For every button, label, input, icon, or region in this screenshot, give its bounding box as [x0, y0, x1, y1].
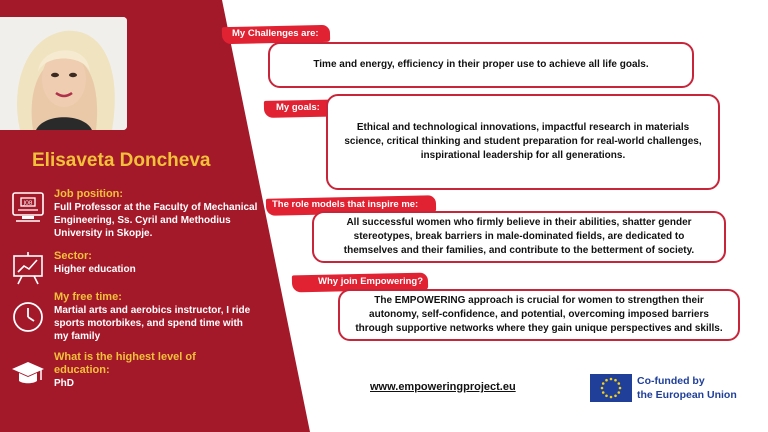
eu-funding-text	[637, 374, 757, 402]
free-time-value: Martial arts and aerobics instructor, I ride sports motorbikes, and spend time with my family	[54, 305, 251, 342]
challenges-label: My Challenges are:	[232, 28, 319, 39]
role-models-text: All successful women who firmly believe in their abilities, shatter gender stereotypes, break barriers in male-dominated fields, are dedicated to themselves and their families, and contribute to the betterment of society.	[343, 217, 695, 256]
sector-value: Higher education	[54, 264, 136, 275]
sector-title: Sector:	[54, 250, 92, 262]
website-link[interactable]: www.empoweringproject.eu	[370, 381, 516, 393]
clock-icon	[10, 299, 46, 335]
why-join-label: Why join Empowering?	[318, 276, 424, 287]
education-title: What is the highest level of education:	[54, 351, 196, 376]
job-position-value: Full Professor at the Faculty of Mechanical Engineering, Ss. Cyril and Methodius University in Skopje.	[54, 202, 258, 239]
free-time-title: My free time:	[54, 291, 122, 303]
chart-presentation-icon	[10, 250, 46, 286]
svg-text:JOB: JOB	[23, 200, 33, 207]
profile-photo	[0, 17, 127, 130]
why-join-card	[338, 289, 740, 341]
sector-block	[10, 250, 260, 286]
profile-name: Elisaveta Doncheva	[32, 150, 211, 171]
education-value: PhD	[54, 378, 74, 389]
eu-funding-line1: Co-funded by	[637, 375, 705, 387]
challenges-card	[268, 42, 694, 88]
role-models-label: The role models that inspire me:	[272, 199, 419, 210]
eu-funding-line2: the European Union	[637, 389, 737, 401]
why-join-text: The EMPOWERING approach is crucial for women to strengthen their autonomy, self-confidence, and potential, overcoming imposed barriers through supportive networks where they gain unique perspectives and skills.	[355, 295, 723, 334]
job-position-title: Job position:	[54, 188, 124, 200]
job-position-block	[10, 188, 260, 238]
free-time-block	[10, 291, 260, 343]
eu-flag-icon	[590, 374, 632, 402]
goals-text: Ethical and technological innovations, impactful research in materials science, critical thinking and student preparation for real-world challenges, inspirational leadership for all generations.	[344, 122, 702, 161]
education-block	[10, 351, 260, 391]
goals-label: My goals:	[276, 102, 320, 113]
role-models-card	[312, 211, 726, 263]
challenges-text: Time and energy, efficiency in their proper use to achieve all life goals.	[313, 59, 649, 70]
job-icon	[10, 188, 46, 224]
goals-card	[326, 94, 720, 190]
graduation-cap-icon	[10, 355, 46, 391]
